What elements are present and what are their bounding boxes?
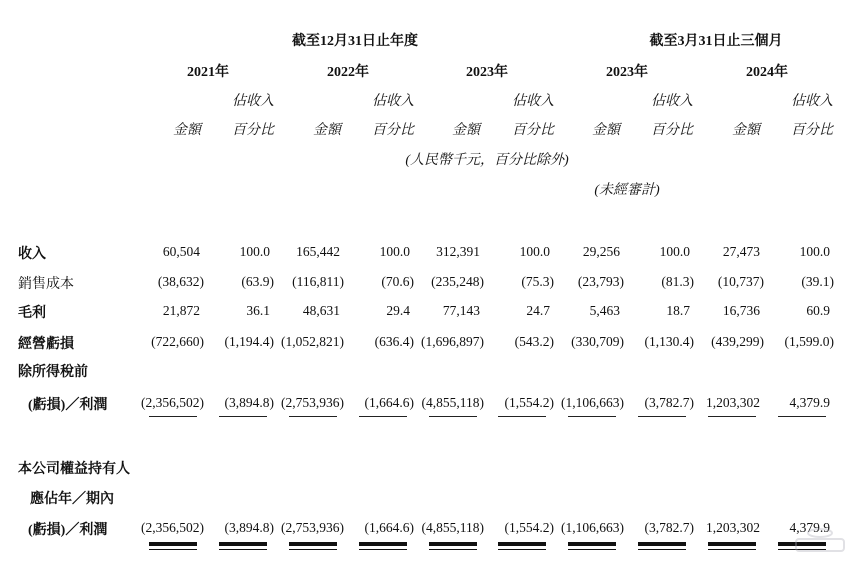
- single-underline: [568, 416, 616, 417]
- cell-amount: (4,855,118): [421, 395, 484, 410]
- cell-pct: (75.3): [521, 274, 554, 289]
- cell-amount: (2,356,502): [141, 395, 204, 410]
- amount-header: 金額: [592, 123, 620, 138]
- cell-pct: 100.0: [659, 244, 690, 259]
- cell-amount: 60,504: [162, 244, 200, 259]
- cell-pct: 24.7: [526, 303, 550, 318]
- cell-amount: (439,299): [711, 334, 764, 349]
- cell-amount: (1,696,897): [421, 334, 484, 349]
- cell-pct: (1,554.2): [504, 520, 554, 535]
- year-2022: 2022年: [327, 65, 369, 80]
- watermark-logo-icon: [790, 525, 845, 553]
- row-label-attrib-line3: (虧損)／利潤: [28, 523, 108, 538]
- unaudited-note: (未經審計): [594, 183, 660, 198]
- row-label-pretax-line2: (虧損)／利潤: [28, 398, 108, 413]
- cell-amount: (10,737): [717, 274, 764, 289]
- cell-pct: (1,554.2): [504, 395, 554, 410]
- single-underline: [359, 416, 407, 417]
- cell-pct: (39.1): [801, 274, 834, 289]
- pct-header-line2: 百分比: [512, 123, 554, 138]
- cell-amount: 77,143: [442, 303, 480, 318]
- cell-pct: (1,599.0): [784, 334, 834, 349]
- cell-pct: (1,194.4): [224, 334, 274, 349]
- pct-header-line2: 百分比: [232, 123, 274, 138]
- cell-amount: 165,442: [296, 244, 340, 259]
- cell-pct: 29.4: [386, 303, 410, 318]
- row-label-revenue: 收入: [18, 247, 46, 262]
- cell-pct: (3,894.8): [224, 395, 274, 410]
- amount-header: 金額: [732, 123, 760, 138]
- pct-header-line1: 佔收入: [651, 94, 693, 109]
- pct-header-line2: 百分比: [651, 123, 693, 138]
- cell-amount: 1,203,302: [706, 395, 760, 410]
- cell-amount: (116,811): [292, 274, 344, 289]
- row-label-operating-loss: 經營虧損: [18, 337, 74, 352]
- cell-pct: 4,379.9: [789, 395, 830, 410]
- cell-pct: (70.6): [381, 274, 414, 289]
- group-header-quarter: 截至3月31日止三個月: [649, 34, 783, 49]
- single-underline: [778, 416, 826, 417]
- row-label-attrib-line2: 應佔年／期內: [30, 492, 114, 507]
- cell-pct: 100.0: [239, 244, 270, 259]
- cell-amount: 16,736: [722, 303, 760, 318]
- year-2023-q1: 2023年: [606, 65, 648, 80]
- cell-pct: 18.7: [666, 303, 690, 318]
- cell-amount: 1,203,302: [706, 520, 760, 535]
- cell-pct: 100.0: [519, 244, 550, 259]
- cell-pct: 100.0: [799, 244, 830, 259]
- pct-header-line1: 佔收入: [372, 94, 414, 109]
- amount-header: 金額: [173, 123, 201, 138]
- row-label-attrib-line1: 本公司權益持有人: [18, 462, 130, 477]
- cell-amount: (330,709): [571, 334, 624, 349]
- cell-pct: (81.3): [661, 274, 694, 289]
- cell-pct: (63.9): [241, 274, 274, 289]
- cell-pct: 100.0: [379, 244, 410, 259]
- cell-pct: (3,894.8): [224, 520, 274, 535]
- year-2021: 2021年: [187, 65, 229, 80]
- single-underline: [708, 416, 756, 417]
- cell-pct: 36.1: [246, 303, 270, 318]
- single-underline: [149, 416, 197, 417]
- cell-amount: 5,463: [589, 303, 620, 318]
- cell-amount: 312,391: [436, 244, 480, 259]
- pct-header-line1: 佔收入: [791, 94, 833, 109]
- cell-pct: (3,782.7): [644, 395, 694, 410]
- single-underline: [219, 416, 267, 417]
- cell-pct: 4,379.9: [789, 520, 830, 535]
- pct-header-line2: 百分比: [791, 123, 833, 138]
- cell-amount: (722,660): [151, 334, 204, 349]
- unit-note: (人民幣千元，百分比除外): [405, 153, 569, 168]
- row-label-gross-profit: 毛利: [18, 306, 46, 321]
- cell-amount: 48,631: [302, 303, 340, 318]
- cell-pct: (1,664.6): [364, 520, 414, 535]
- group-header-annual: 截至12月31日止年度: [292, 34, 418, 49]
- cell-pct: (3,782.7): [644, 520, 694, 535]
- cell-amount: (4,855,118): [421, 520, 484, 535]
- cell-amount: (38,632): [157, 274, 204, 289]
- cell-pct: (543.2): [514, 334, 554, 349]
- row-label-pretax-line1: 除所得稅前: [18, 365, 88, 380]
- cell-pct: 60.9: [806, 303, 830, 318]
- cell-amount: (1,106,663): [561, 395, 624, 410]
- pct-header-line2: 百分比: [372, 123, 414, 138]
- cell-pct: (636.4): [374, 334, 414, 349]
- cell-amount: (23,793): [577, 274, 624, 289]
- pct-header-line1: 佔收入: [232, 94, 274, 109]
- cell-amount: 29,256: [582, 244, 620, 259]
- cell-amount: (1,052,821): [281, 334, 344, 349]
- single-underline: [289, 416, 337, 417]
- cell-amount: (2,753,936): [281, 520, 344, 535]
- cell-amount: 27,473: [722, 244, 760, 259]
- single-underline: [429, 416, 477, 417]
- amount-header: 金額: [313, 123, 341, 138]
- single-underline: [498, 416, 546, 417]
- cell-pct: (1,664.6): [364, 395, 414, 410]
- cell-amount: 21,872: [162, 303, 200, 318]
- cell-amount: (1,106,663): [561, 520, 624, 535]
- row-label-cost-of-sales: 銷售成本: [18, 277, 74, 292]
- cell-amount: (235,248): [431, 274, 484, 289]
- year-2024-q1: 2024年: [746, 65, 788, 80]
- cell-pct: (1,130.4): [644, 334, 694, 349]
- amount-header: 金額: [452, 123, 480, 138]
- single-underline: [638, 416, 686, 417]
- pct-header-line1: 佔收入: [512, 94, 554, 109]
- year-2023: 2023年: [466, 65, 508, 80]
- cell-amount: (2,753,936): [281, 395, 344, 410]
- cell-amount: (2,356,502): [141, 520, 204, 535]
